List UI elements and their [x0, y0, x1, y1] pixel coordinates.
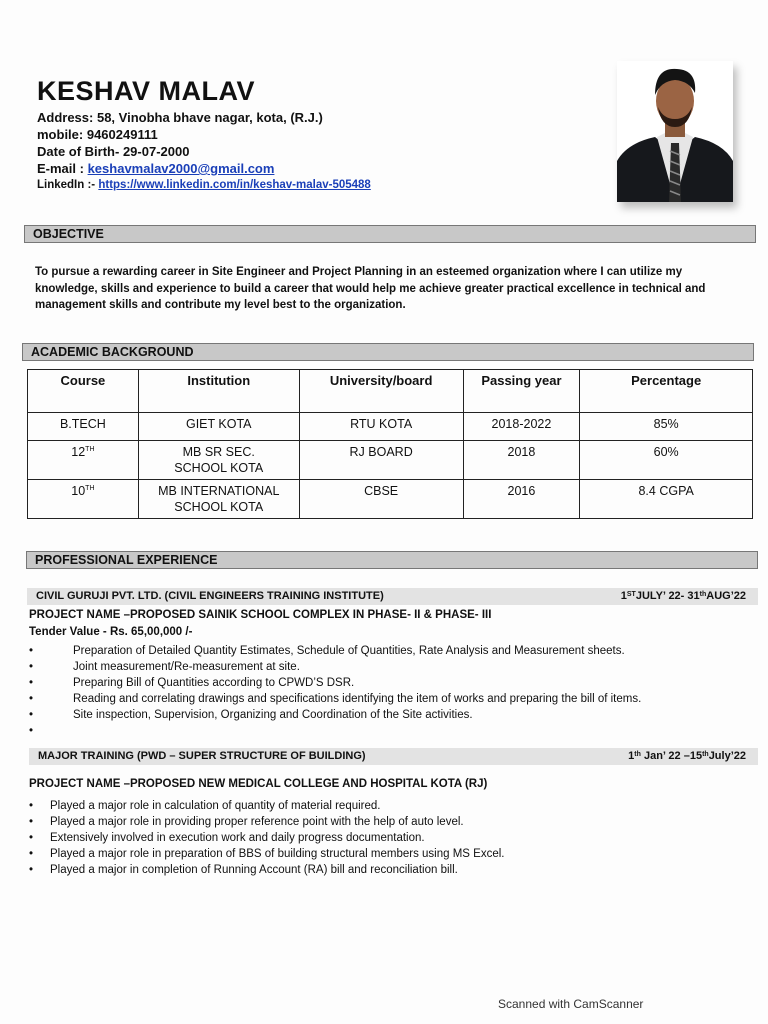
objective-text: To pursue a rewarding career in Site Engineer and Project Planning in an esteemed organization where I can utilize my knowledge, skills and experience to build a career that would help me achieve greater practical excellence in technical and management skills and contribute my level best to the organization. — [35, 266, 706, 311]
list-item: • Played a major role in calculation of quantity of material required. — [29, 800, 381, 812]
job1-organization: CIVIL GURUJI PVT. LTD. (CIVIL ENGINEERS TRAINING INSTITUTE) — [36, 590, 384, 602]
academic-table — [27, 369, 753, 519]
course-cell: 10TH — [28, 480, 139, 519]
email-link[interactable]: keshavmalav2000@gmail.com — [87, 161, 275, 176]
job2-dates: 1th Jan’ 22 –15thJuly’22 — [628, 750, 746, 762]
job2-organization: MAJOR TRAINING (PWD – SUPER STRUCTURE OF BUILDING) — [38, 750, 366, 762]
year-cell: 2018 — [463, 441, 580, 480]
institution-cell: MB SR SEC. SCHOOL KOTA — [138, 441, 299, 480]
board-cell: RTU KOTA — [299, 413, 463, 441]
list-item: • — [29, 725, 34, 737]
list-item: • Reading and correlating drawings and specifications identifying the item of works and preparing the bill of items. — [29, 693, 642, 705]
institution-cell: MB INTERNATIONAL SCHOOL KOTA — [138, 480, 299, 519]
list-item: • Played a major in completion of Running Account (RA) bill and reconciliation bill. — [29, 864, 458, 876]
job1-bullets — [29, 643, 729, 739]
job1-dates: 1STJULY’ 22- 31thAUG’22 — [620, 590, 746, 602]
percentage-cell: 60% — [580, 441, 753, 480]
linkedin-link[interactable]: https://www.linkedin.com/in/keshav-malav-505488 — [98, 179, 371, 191]
header-year: Passing year — [463, 370, 580, 413]
year-cell: 2016 — [463, 480, 580, 519]
job2-project: PROJECT NAME –PROPOSED NEW MEDICAL COLLEGE AND HOSPITAL KOTA (RJ) — [29, 778, 488, 790]
objective-heading: OBJECTIVE — [24, 225, 756, 243]
list-item: • Preparing Bill of Quantities according to CPWD’S DSR. — [29, 677, 355, 689]
year-cell: 2018-2022 — [463, 413, 580, 441]
header-institution: Institution — [138, 370, 299, 413]
header-board: University/board — [299, 370, 463, 413]
header-course: Course — [28, 370, 139, 413]
board-cell: RJ BOARD — [299, 441, 463, 480]
address: Address: 58, Vinobha bhave nagar, kota, (R.J.) — [37, 110, 323, 125]
academic-heading: ACADEMIC BACKGROUND — [22, 343, 754, 361]
profile-photo — [617, 61, 733, 202]
board-cell: CBSE — [299, 480, 463, 519]
table-row — [28, 441, 753, 480]
list-item: • Extensively involved in execution work and daily progress documentation. — [29, 832, 425, 844]
percentage-cell: 8.4 CGPA — [580, 480, 753, 519]
institution-cell: GIET KOTA — [138, 413, 299, 441]
linkedin-line — [37, 177, 371, 194]
list-item: • Played a major role in preparation of BBS of building structural members using MS Excel. — [29, 848, 505, 860]
date-of-birth: Date of Birth- 29-07-2000 — [37, 144, 190, 159]
job1-project: PROJECT NAME –PROPOSED SAINIK SCHOOL COMPLEX IN PHASE- II & PHASE- III — [29, 609, 492, 621]
email-label: E-mail : — [37, 161, 88, 176]
list-item: • Preparation of Detailed Quantity Estimates, Schedule of Quantities, Rate Analysis and Measurement sheets. — [29, 645, 625, 657]
linkedin-label: LinkedIn :- — [37, 179, 99, 191]
table-header-row — [28, 370, 753, 413]
email-line — [37, 160, 274, 177]
table-row — [28, 480, 753, 519]
job1-tender: Tender Value - Rs. 65,00,000 /- — [29, 626, 193, 638]
header-percentage: Percentage — [580, 370, 753, 413]
scanner-watermark: Scanned with CamScanner — [498, 997, 644, 1011]
experience-heading: PROFESSIONAL EXPERIENCE — [26, 551, 758, 569]
job1-header — [27, 588, 758, 605]
table-row — [28, 413, 753, 441]
job2-header — [29, 748, 758, 765]
mobile: mobile: 9460249111 — [37, 127, 158, 142]
candidate-name: KESHAV MALAV — [37, 76, 256, 106]
list-item: • Site inspection, Supervision, Organizing and Coordination of the Site activities. — [29, 709, 473, 721]
list-item: • Joint measurement/Re-measurement at site. — [29, 661, 300, 673]
course-cell: 12TH — [28, 441, 139, 480]
percentage-cell: 85% — [580, 413, 753, 441]
list-item: • Played a major role in providing proper reference point with the help of auto level. — [29, 816, 464, 828]
course-cell: B.TECH — [28, 413, 139, 441]
job2-bullets — [29, 798, 729, 878]
